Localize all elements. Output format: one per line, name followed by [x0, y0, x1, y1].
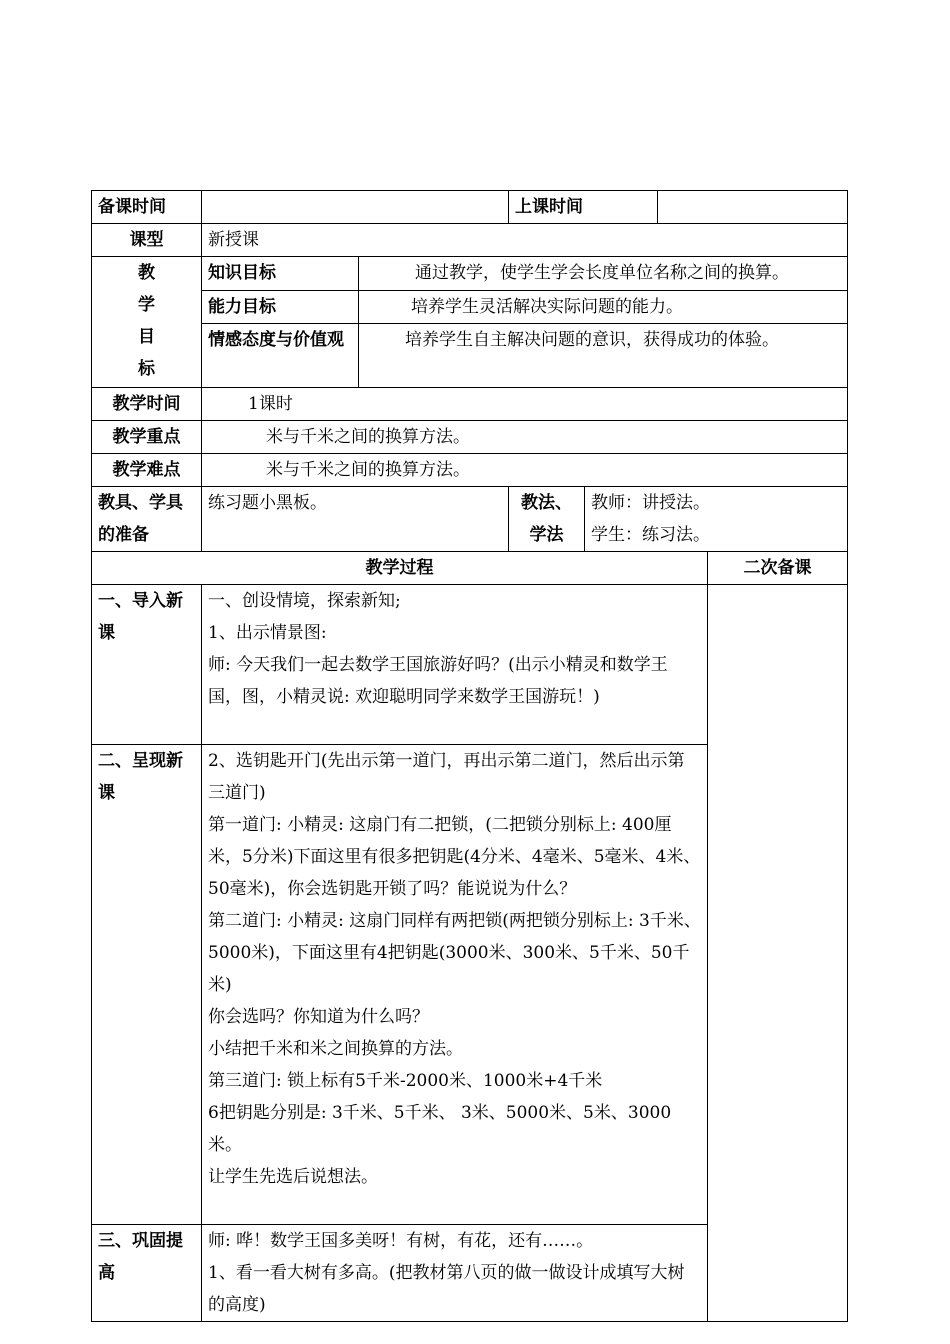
section-intro-title: 一、导入新课 [92, 585, 202, 745]
section-consolidate-content: 师: 哗！数学王国多美呀！有树，有花，还有……。 1、看一看大树有多高。(把教材第八页的做一做设计成填写大树的高度) [202, 1225, 708, 1322]
teaching-time-label: 教学时间 [92, 388, 202, 421]
lesson-type-label: 课型 [92, 224, 202, 257]
prep-time-value [202, 191, 509, 224]
prep-time-label: 备课时间 [92, 191, 202, 224]
goals-group-label: 教 学 目 标 [92, 257, 202, 388]
section-new-title: 二、呈现新课 [92, 745, 202, 1225]
teaching-time-value: 1课时 [202, 388, 848, 421]
difficulty-label: 教学难点 [92, 454, 202, 487]
methods-student: 学生：练习法。 [591, 525, 711, 545]
ability-goal-label: 能力目标 [202, 291, 359, 324]
lesson-type-value: 新授课 [202, 224, 848, 257]
class-time-value [658, 191, 848, 224]
tools-value: 练习题小黑板。 [202, 487, 509, 552]
key-point-label: 教学重点 [92, 421, 202, 454]
ability-goal-text: 培养学生灵活解决实际问题的能力。 [359, 291, 848, 324]
class-time-label: 上课时间 [509, 191, 658, 224]
section-new-content: 2、选钥匙开门(先出示第一道门，再出示第二道门，然后出示第三道门) 第一道门: 小精灵: 这扇门有二把锁，(二把锁分别标上: 400厘米，5分米)下面这里有很多把钥匙(4分米、4毫米、5毫米、4米、50毫米)，你会选钥匙开锁了吗？能说说为什么？ 第二道门: 小精灵: 这扇门同样有两把锁(两把锁分别标上: 3千米、5000米)，下面这里有4把钥匙(3000米、300米、5千米、50千米) 你会选吗？你知道为什么吗？ 小结把千米和米之间换算的方法。 第三道门: 锁上标有5千米-2000米、1000米+4千米 6把钥匙分别是: 3千米、5千米、 3米、5000米、5米、3000米。 让学生先选后说想法。 [202, 745, 708, 1225]
methods-label: 教法、学法 [509, 487, 585, 552]
section-consolidate-title: 三、巩固提高 [92, 1225, 202, 1322]
key-point-value: 米与千米之间的换算方法。 [202, 421, 848, 454]
tools-label: 教具、学具的准备 [92, 487, 202, 552]
section-intro-content: 一、创设情境，探索新知; 1、出示情景图: 师: 今天我们一起去数学王国旅游好吗？(出示小精灵和数学王国，图，小精灵说: 欢迎聪明同学来数学王国游玩！) [202, 585, 708, 745]
methods-value [585, 487, 848, 552]
emotion-goal-text: 培养学生自主解决问题的意识，获得成功的体验。 [359, 324, 848, 388]
knowledge-goal-text: 通过教学，使学生学会长度单位名称之间的换算。 [359, 257, 848, 291]
emotion-goal-label: 情感态度与价值观 [202, 324, 359, 388]
process-header: 教学过程 [92, 552, 708, 585]
knowledge-goal-label: 知识目标 [202, 257, 359, 291]
second-prep-header: 二次备课 [708, 552, 848, 585]
difficulty-value: 米与千米之间的换算方法。 [202, 454, 848, 487]
lesson-plan-table [91, 190, 848, 1322]
second-prep-notes [708, 585, 848, 1322]
methods-teacher: 教师：讲授法。 [591, 493, 711, 513]
